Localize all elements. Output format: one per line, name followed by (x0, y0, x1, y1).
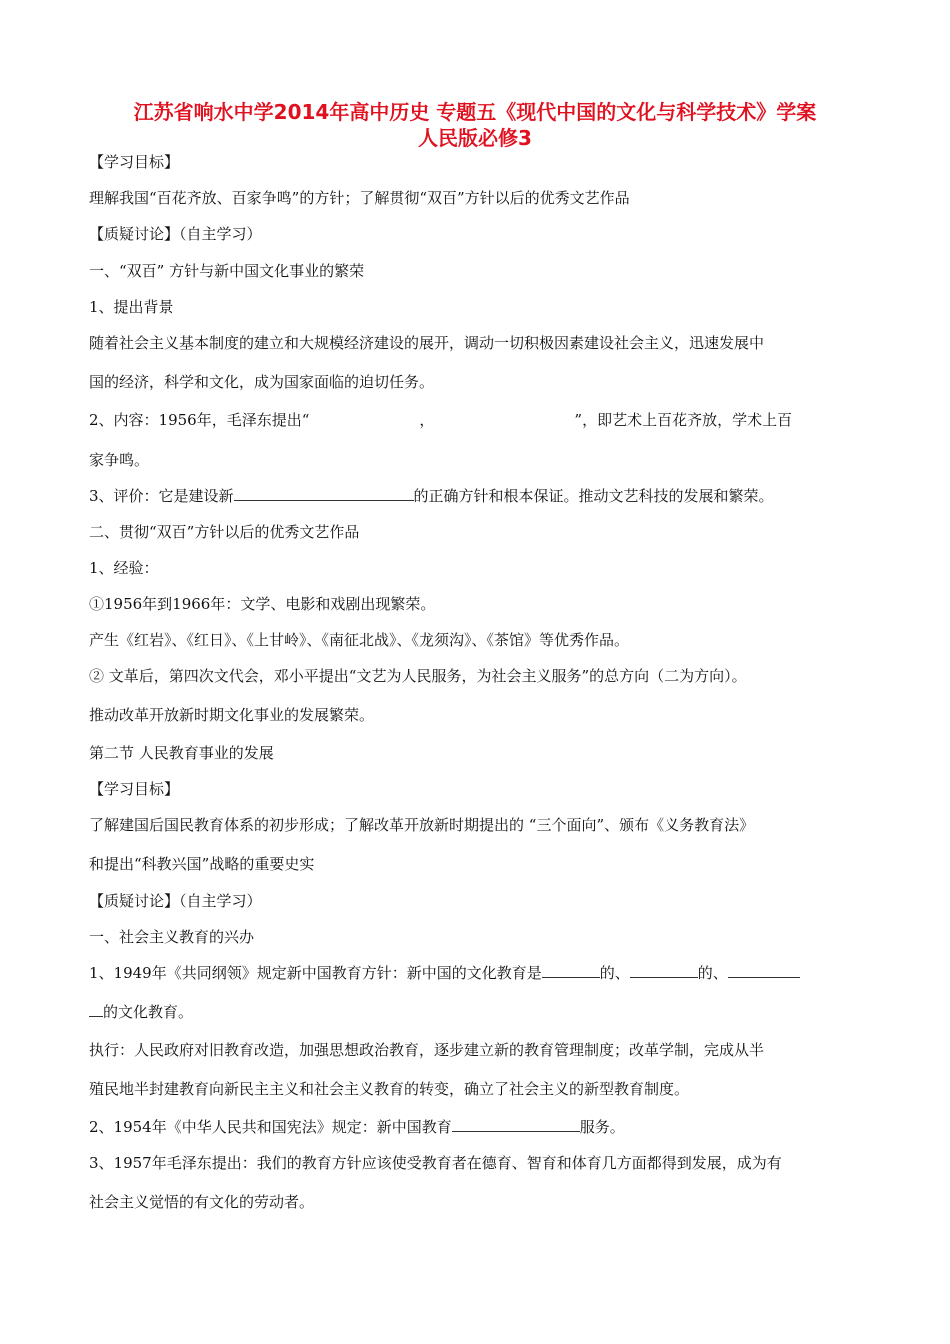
background-text-1: 随着社会主义基本制度的建立和大规模经济建设的展开，调动一切积极因素建设社会主义，迅速发展中 (89, 334, 765, 352)
section2-goal-heading: 【学习目标】 (89, 780, 180, 798)
experience-2: 产生《红岩》、《红日》、《上甘岭》、《南征北战》、《龙须沟》、《茶馆》等优秀作品。 (89, 631, 630, 649)
execution-text-2: 殖民地半封建教育向新民主主义和社会主义教育的转变，确立了社会主义的新型教育制度。 (89, 1080, 690, 1098)
experience-3: ② 文革后，第四次文代会，邓小平提出“文艺为人民服务，为社会主义服务”的总方向（二为方向）。 (89, 667, 747, 685)
part2-heading: 二、贯彻“双百”方针以后的优秀文艺作品 (89, 523, 360, 541)
section2-goal-1: 了解建国后国民教育体系的初步形成；了解改革开放新时期提出的 “三个面向”、颁布《义务教育法》 (89, 816, 755, 834)
section2-goal-2: 和提出“科教兴国”战略的重要史实 (89, 855, 315, 873)
item1-text-b: 的、 (599, 964, 630, 982)
evaluation-text-b: 的正确方针和根本保证。推动文艺科技的发展和繁荣。 (413, 487, 774, 505)
content-line (89, 410, 792, 430)
item1-text-d: 的文化教育。 (103, 1003, 194, 1021)
item3-text-2: 社会主义觉悟的有文化的劳动者。 (89, 1193, 315, 1211)
content-text-b: ， (419, 411, 435, 429)
item2-text-b: 服务。 (579, 1118, 625, 1136)
experience-1: ①1956年到1966年：文学、电影和戏剧出现繁荣。 (89, 595, 436, 613)
part1-heading: 一、“双百” 方针与新中国文化事业的繁荣 (89, 262, 365, 280)
document-title-line1: 江苏省响水中学2014年高中历史 专题五《现代中国的文化与科学技术》学案 (133, 100, 817, 124)
experience-4: 推动改革开放新时期文化事业的发展繁荣。 (89, 706, 375, 724)
content-text-c: ”，即艺术上百花齐放，学术上百 (574, 411, 793, 429)
document-title-line2: 人民版必修3 (418, 126, 532, 150)
section2-discuss-heading: 【质疑讨论】（自主学习） (89, 892, 262, 910)
answer-blank-4[interactable] (728, 963, 800, 978)
discuss-heading: 【质疑讨论】（自主学习） (89, 225, 262, 243)
item1-text-a: 1、1949年《共同纲领》规定新中国教育方针：新中国的文化教育是 (89, 964, 542, 982)
answer-blank-3[interactable] (630, 963, 698, 978)
background-heading: 1、提出背景 (89, 298, 174, 316)
background-text-2: 国的经济，科学和文化，成为国家面临的迫切任务。 (89, 373, 435, 391)
content-text-2: 家争鸣。 (89, 451, 150, 469)
answer-blank-4-cont[interactable] (89, 1002, 103, 1017)
item1-line-2 (89, 1002, 193, 1022)
evaluation-line (89, 486, 774, 506)
answer-blank-5[interactable] (452, 1117, 580, 1132)
content-text-a: 2、内容：1956年，毛泽东提出“ (89, 411, 310, 429)
answer-blank-2[interactable] (542, 963, 600, 978)
goal-text: 理解我国“百花齐放、百家争鸣”的方针；了解贯彻“双百”方针以后的优秀文艺作品 (89, 189, 630, 207)
item2-line (89, 1117, 625, 1137)
evaluation-text-a: 3、评价：它是建设新 (89, 487, 234, 505)
section2-heading: 第二节 人民教育事业的发展 (89, 744, 274, 762)
item1-line (89, 963, 800, 983)
item2-text-a: 2、1954年《中华人民共和国宪法》规定：新中国教育 (89, 1118, 452, 1136)
execution-text-1: 执行：人民政府对旧教育改造，加强思想政治教育，逐步建立新的教育管理制度；改革学制，完成从半 (89, 1041, 765, 1059)
item1-text-c: 的、 (697, 964, 728, 982)
section2-part1-heading: 一、社会主义教育的兴办 (89, 928, 255, 946)
goal-heading: 【学习目标】 (89, 153, 180, 171)
item3-text-1: 3、1957年毛泽东提出：我们的教育方针应该使受教育者在德育、智育和体育几方面都得到发展，成为有 (89, 1154, 782, 1172)
answer-blank-1[interactable] (234, 486, 414, 501)
experience-heading: 1、经验： (89, 559, 159, 577)
